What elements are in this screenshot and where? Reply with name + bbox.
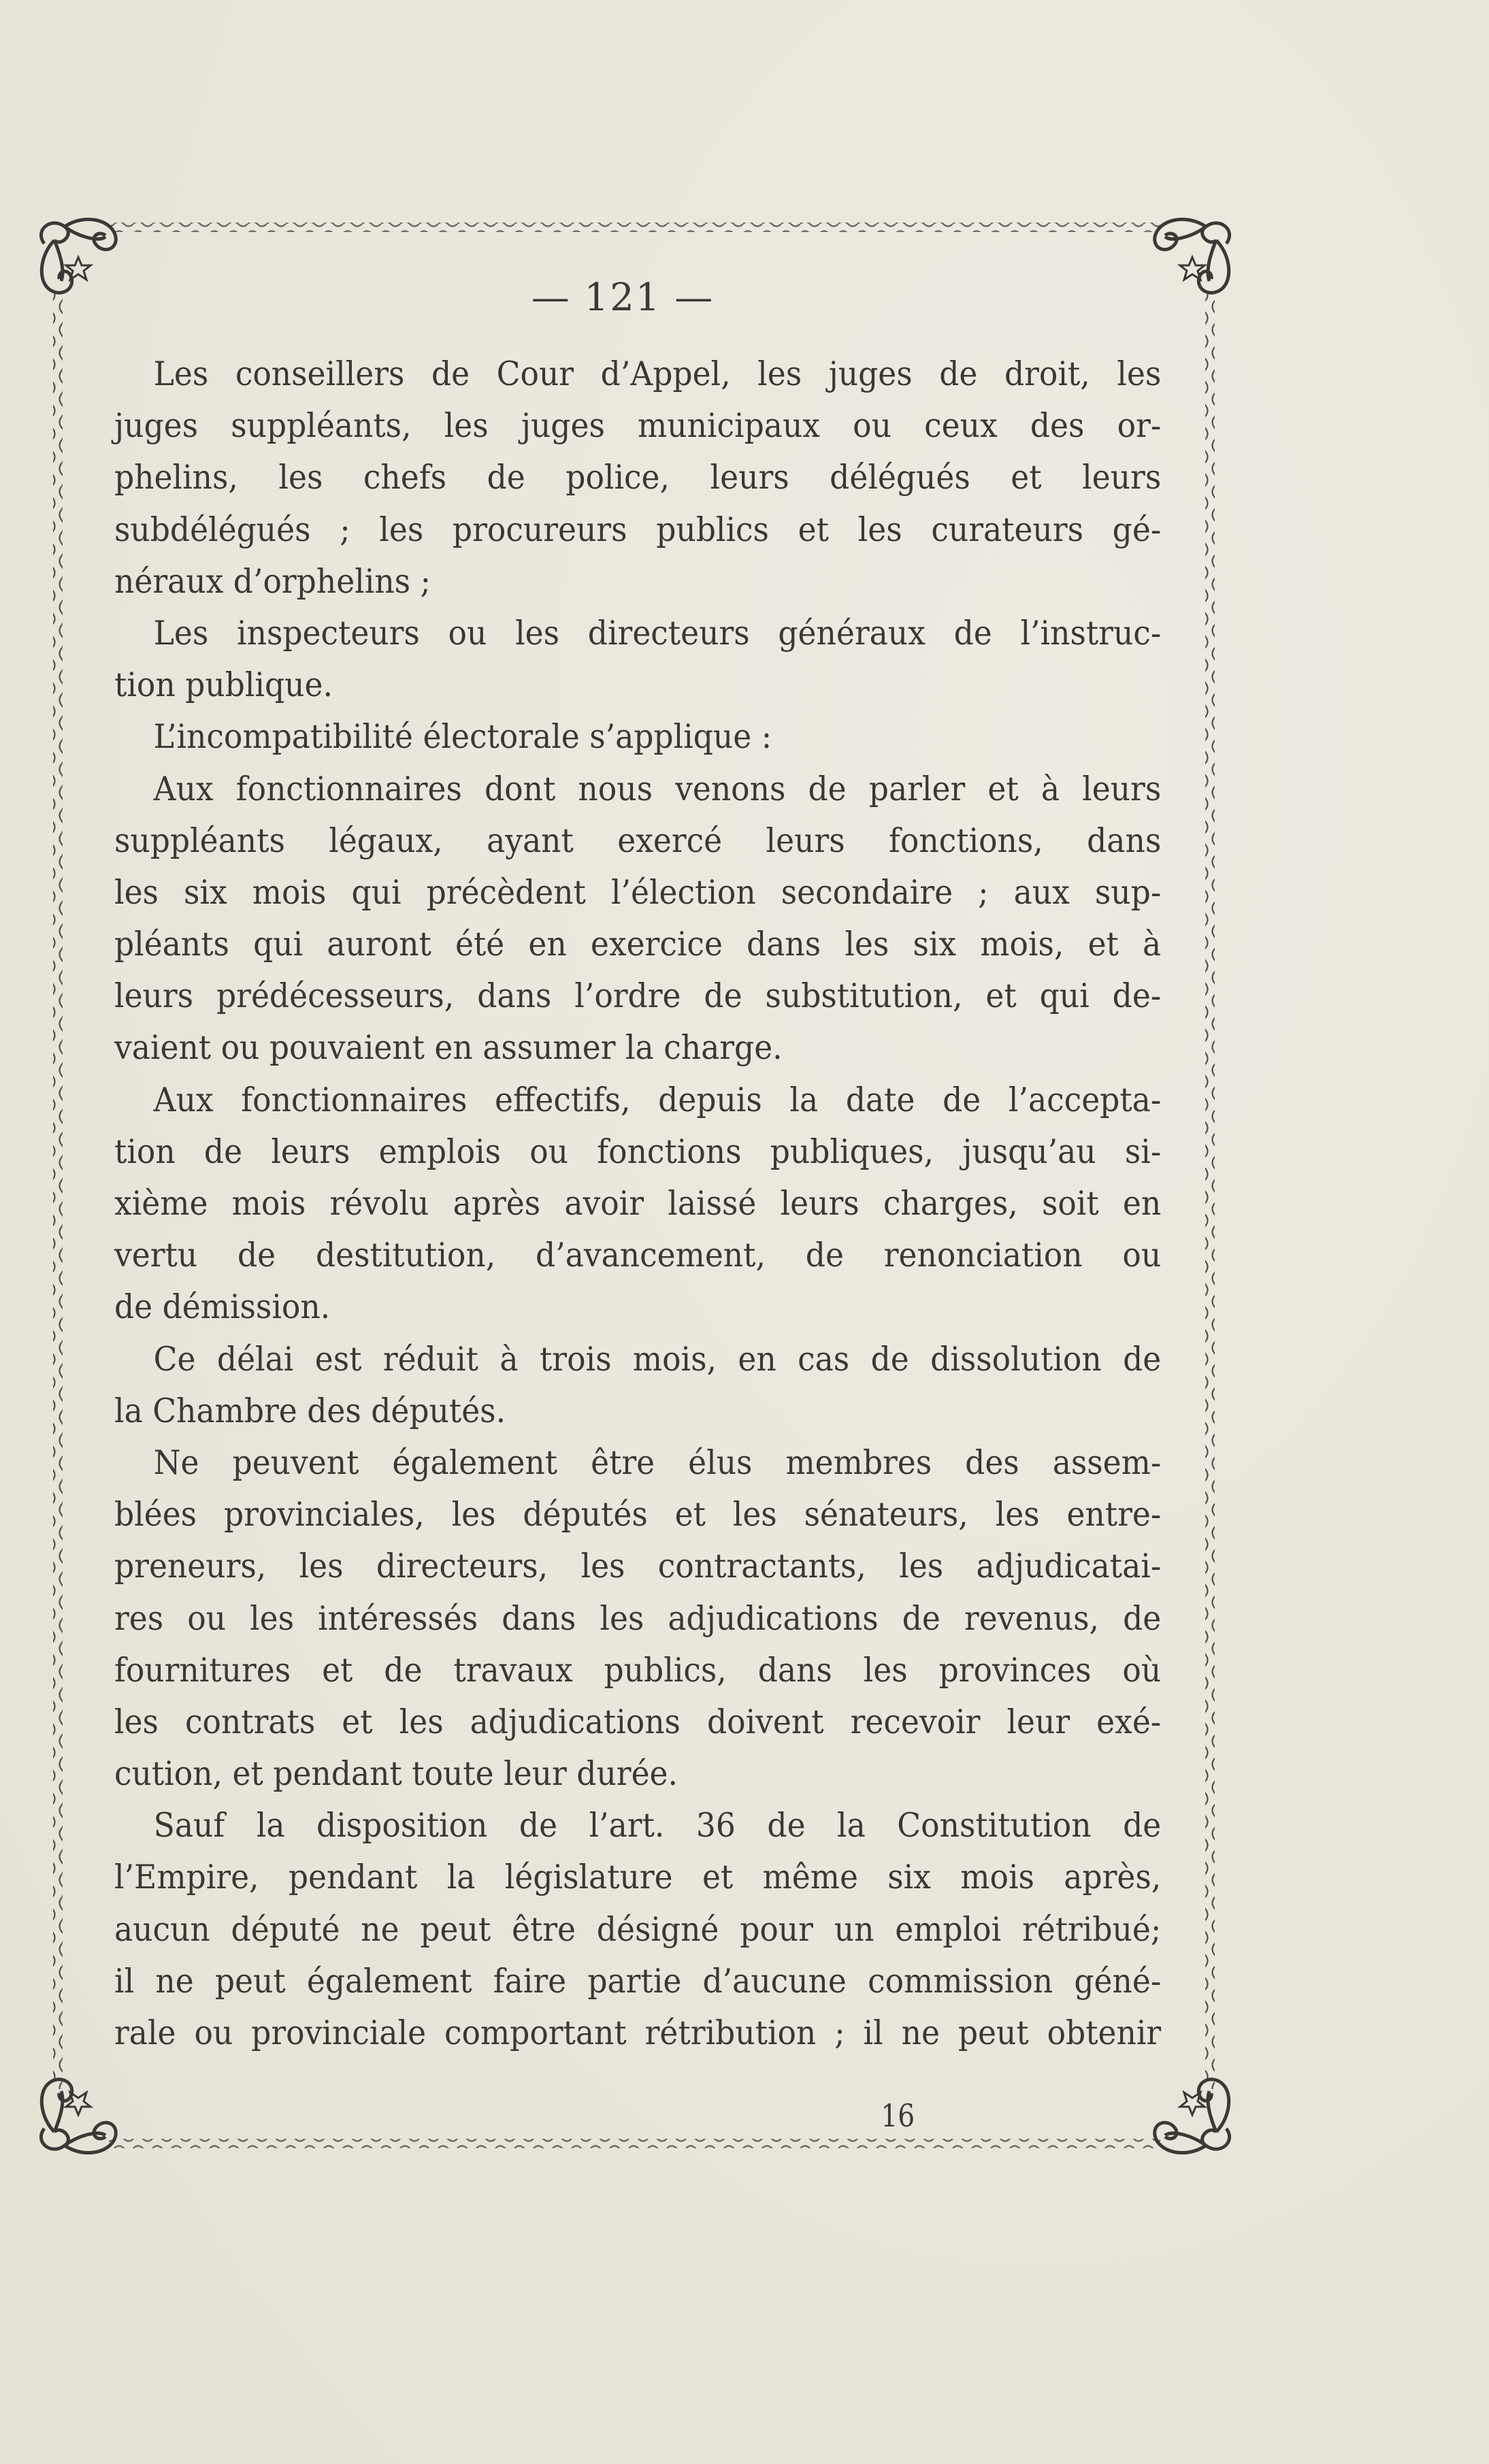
text-line: rale ou provinciale comportant rétribution ; il ne peut obtenir xyxy=(114,2014,1162,2052)
text-line: il ne peut également faire partie d’aucune commission géné- xyxy=(114,1961,1162,2001)
text-line: Aux fonctionnaires effectifs, depuis la date de l’accepta- xyxy=(153,1080,1162,1119)
text-line: l’Empire, pendant la législature et même six mois après, xyxy=(114,1858,1162,1897)
text-line: néraux d’orphelins ; xyxy=(114,561,431,601)
text-line: preneurs, les directeurs, les contractants, les adjudicatai- xyxy=(114,1547,1162,1586)
text-line: Ne peuvent également être élus membres des assem- xyxy=(153,1443,1162,1482)
text-line: les contrats et les adjudications doivent recevoir leur exé- xyxy=(114,1702,1162,1741)
text-line: suppléants légaux, ayant exercé leurs fonctions, dans xyxy=(114,821,1162,860)
text-line: res ou les intéressés dans les adjudications de revenus, de xyxy=(114,1598,1162,1638)
corner-flourish-bottom-left-icon xyxy=(41,2080,116,2153)
text-line: leurs prédécesseurs, dans l’ordre de substitution, et qui de- xyxy=(114,976,1162,1016)
text-line: phelins, les chefs de police, leurs délégués et leurs xyxy=(114,458,1162,497)
text-line: fournitures et de travaux publics, dans les provinces où xyxy=(114,1650,1162,1690)
text-line: aucun député ne peut être désigné pour un emploi rétribué; xyxy=(114,1909,1162,1949)
text-line: Aux fonctionnaires dont nous venons de parler et à leurs xyxy=(153,769,1162,808)
page-number: — 121 — xyxy=(531,276,715,320)
text-line: Sauf la disposition de l’art. 36 de la Constitution de xyxy=(153,1806,1162,1845)
text-line: vaient ou pouvaient en assumer la charge. xyxy=(114,1028,783,1068)
text-line: pléants qui auront été en exercice dans les six mois, et à xyxy=(114,925,1162,964)
text-line: Les inspecteurs ou les directeurs généraux de l’instruc- xyxy=(153,613,1162,653)
text-line: vertu de destitution, d’avancement, de renonciation ou xyxy=(114,1236,1162,1275)
body-text xyxy=(114,348,1161,2059)
text-line: la Chambre des députés. xyxy=(114,1391,506,1430)
text-line: Les conseillers de Cour d’Appel, les juges de droit, les xyxy=(153,355,1162,393)
signature-mark: 16 xyxy=(881,2097,915,2134)
corner-flourish-bottom-right-icon xyxy=(1155,2080,1230,2153)
text-line: tion publique. xyxy=(114,666,333,705)
text-line: les six mois qui précèdent l’élection secondaire ; aux sup- xyxy=(114,872,1162,912)
text-line: juges suppléants, les juges municipaux ou ceux des or- xyxy=(114,406,1162,446)
text-line: tion de leurs emplois ou fonctions publiques, jusqu’au si- xyxy=(114,1132,1162,1171)
text-line: blées provinciales, les députés et les sénateurs, les entre- xyxy=(114,1495,1162,1534)
text-line: Ce délai est réduit à trois mois, en cas de dissolution de xyxy=(153,1339,1162,1379)
text-line: cution, et pendant toute leur durée. xyxy=(114,1754,678,1794)
text-line: subdélégués ; les procureurs publics et les curateurs gé- xyxy=(114,510,1162,549)
text-line: de démission. xyxy=(114,1287,331,1327)
text-line: L’incompatibilité électorale s’applique : xyxy=(153,717,772,757)
text-line: xième mois révolu après avoir laissé leurs charges, soit en xyxy=(114,1184,1162,1223)
